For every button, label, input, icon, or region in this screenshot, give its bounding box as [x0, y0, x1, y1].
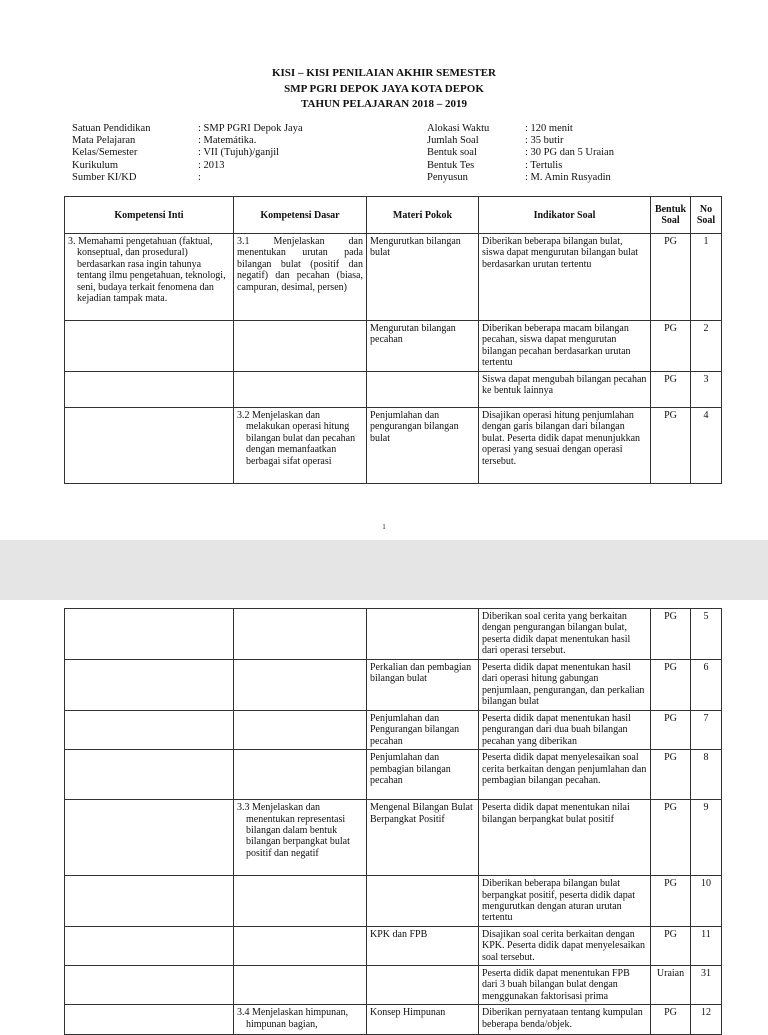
cell-ki: 3. Memahami pengetahuan (faktual, konseptual, dan prosedural) berdasarkan rasa ingin tahunya tentang ilmu pengetahuan, teknologi, seni, budaya terkait fenomena dan kejadian tampak mata. — [65, 234, 234, 321]
meta-key: Alokasi Waktu — [427, 123, 490, 134]
meta-row — [427, 147, 614, 159]
cell-kd: 3.4 Menjelaskan himpunan, himpunan bagian, — [234, 1005, 367, 1035]
cell-kd — [234, 926, 367, 965]
meta-value: : — [198, 171, 201, 183]
cell-bentuk: PG — [651, 750, 691, 800]
table-row — [65, 1005, 722, 1035]
table-row — [65, 926, 722, 965]
cell-indikator: Disajikan soal cerita berkaitan dengan KPK. Peserta didik dapat menyelesaikan soal tersebut. — [479, 926, 651, 965]
table-row — [65, 660, 722, 711]
meta-row — [72, 147, 303, 159]
meta-value: : 35 butir — [525, 135, 564, 147]
meta-value: : SMP PGRI Depok Jaya — [198, 123, 303, 134]
cell-ki — [65, 876, 234, 927]
table-row — [65, 800, 722, 876]
cell-indikator: Peserta didik dapat menentukan hasil pengurangan dari dua buah bilangan pecahan yang diberikan — [479, 711, 651, 750]
header-kompetensi-inti: Kompetensi Inti — [65, 197, 234, 234]
header-no-soal: No Soal — [691, 197, 722, 234]
document-title — [0, 66, 768, 113]
table-header-row — [65, 197, 722, 234]
cell-kd — [234, 372, 367, 408]
cell-materi: Perkalian dan pembagian bilangan bulat — [367, 660, 479, 711]
table-row — [65, 372, 722, 408]
meta-key: Kelas/Semester — [72, 147, 138, 159]
meta-value: : M. Amin Rusyadin — [525, 171, 611, 183]
cell-kd: 3.2 Menjelaskan dan melakukan operasi hitung bilangan bulat dan pecahan dengan memanfaatkan berbagai sifat operasi — [234, 408, 367, 484]
meta-row — [427, 172, 614, 184]
cell-no: 4 — [691, 408, 722, 484]
cell-indikator: Peserta didik dapat menyelesaikan soal cerita berkaitan dengan penjumlahan dan pembagian bilangan pecahan. — [479, 750, 651, 800]
cell-no: 11 — [691, 926, 722, 965]
cell-materi: Mengurutkan bilangan bulat — [367, 234, 479, 321]
meta-row — [427, 123, 614, 135]
cell-indikator: Disajikan operasi hitung penjumlahan dengan garis bilangan dari bilangan bulat. Peserta didik dapat menunjukkan operasi yang sesuai dengan operasi tersebut. — [479, 408, 651, 484]
meta-row — [72, 160, 303, 172]
cell-no: 12 — [691, 1005, 722, 1035]
table-row — [65, 750, 722, 800]
cell-ki — [65, 966, 234, 1005]
cell-kd — [234, 966, 367, 1005]
cell-no: 5 — [691, 609, 722, 660]
cell-indikator: Peserta didik dapat menentukan nilai bilangan berpangkat bulat positif — [479, 800, 651, 876]
table-row — [65, 321, 722, 372]
meta-row — [72, 172, 303, 184]
header-indikator-soal: Indikator Soal — [479, 197, 651, 234]
cell-kd — [234, 750, 367, 800]
cell-bentuk: PG — [651, 408, 691, 484]
cell-indikator: Diberikan beberapa macam bilangan pecahan, siswa dapat mengurutan bilangan pecahan berdasarkan urutan tertentu — [479, 321, 651, 372]
cell-bentuk: PG — [651, 800, 691, 876]
kisi-table-page-1 — [64, 196, 722, 484]
cell-indikator: Diberikan pernyataan tentang kumpulan beberapa benda/objek. — [479, 1005, 651, 1035]
cell-materi: Penjumlahan dan pengurangan bilangan bulat — [367, 408, 479, 484]
table-row — [65, 711, 722, 750]
header-kompetensi-dasar: Kompetensi Dasar — [234, 197, 367, 234]
cell-ki — [65, 609, 234, 660]
cell-kd — [234, 609, 367, 660]
cell-no: 7 — [691, 711, 722, 750]
meta-value: : Matemátika. — [198, 135, 257, 147]
cell-no: 6 — [691, 660, 722, 711]
cell-materi: KPK dan FPB — [367, 926, 479, 965]
meta-right-block — [427, 123, 614, 184]
cell-bentuk: PG — [651, 321, 691, 372]
cell-bentuk: PG — [651, 234, 691, 321]
meta-value: : 2013 — [198, 159, 225, 171]
meta-value: : Tertulis — [525, 159, 563, 171]
cell-kd — [234, 711, 367, 750]
table-row — [65, 408, 722, 484]
cell-kd — [234, 876, 367, 927]
cell-materi: Konsep Himpunan — [367, 1005, 479, 1035]
cell-ki — [65, 372, 234, 408]
cell-bentuk: PG — [651, 926, 691, 965]
cell-materi: Penjumlahan dan Pengurangan bilangan pecahan — [367, 711, 479, 750]
meta-row — [72, 123, 303, 135]
cell-bentuk: PG — [651, 1005, 691, 1035]
page-gap — [0, 540, 768, 600]
cell-materi: Mengenal Bilangan Bulat Berpangkat Positif — [367, 800, 479, 876]
cell-indikator: Diberikan beberapa bilangan bulat berpangkat positif, peserta didik dapat mengurutkan dengan aturan urutan tertentu — [479, 876, 651, 927]
cell-no: 3 — [691, 372, 722, 408]
cell-materi: Penjumlahan dan pembagian bilangan pecahan — [367, 750, 479, 800]
cell-bentuk: PG — [651, 876, 691, 927]
cell-kd — [234, 321, 367, 372]
cell-ki — [65, 660, 234, 711]
table-row — [65, 966, 722, 1005]
header-materi-pokok: Materi Pokok — [367, 197, 479, 234]
cell-no: 8 — [691, 750, 722, 800]
meta-key: Bentuk soal — [427, 147, 477, 159]
meta-left-block — [72, 123, 303, 184]
meta-value: : VII (Tujuh)/ganjil — [198, 147, 280, 159]
cell-materi — [367, 966, 479, 1005]
meta-key: Bentuk Tes — [427, 159, 475, 171]
kisi-table-page-2 — [64, 608, 722, 1035]
table-row — [65, 609, 722, 660]
cell-kd: 3.3 Menjelaskan dan menentukan representasi bilangan dalam bentuk bilangan berpangkat bulat positif dan negatif — [234, 800, 367, 876]
meta-key: Penyusun — [427, 171, 468, 183]
meta-row — [427, 160, 614, 172]
cell-ki — [65, 408, 234, 484]
cell-indikator: Peserta didik dapat menentukan FPB dari 3 buah bilangan bulat dengan menggunakan faktorisasi prima — [479, 966, 651, 1005]
cell-ki — [65, 926, 234, 965]
page-number: 1 — [382, 523, 386, 531]
title-line-3: TAHUN PELAJARAN 2018 – 2019 — [300, 98, 468, 110]
meta-key: Kurikulum — [72, 159, 119, 171]
cell-no: 31 — [691, 966, 722, 1005]
cell-bentuk: PG — [651, 660, 691, 711]
meta-key: Jumlah Soal — [427, 135, 479, 147]
cell-indikator: Diberikan beberapa bilangan bulat, siswa dapat mengurutan bilangan bulat berdasarkan urutan tertentu — [479, 234, 651, 321]
cell-materi — [367, 876, 479, 927]
cell-indikator: Peserta didik dapat menentukan hasil dari operasi hitung gabungan penjumlaan, pengurangan, dan perkalian bilangan bulat — [479, 660, 651, 711]
cell-bentuk: PG — [651, 372, 691, 408]
cell-bentuk: PG — [651, 609, 691, 660]
cell-indikator: Siswa dapat mengubah bilangan pecahan ke bentuk lainnya — [479, 372, 651, 408]
cell-no: 2 — [691, 321, 722, 372]
cell-bentuk: Uraian — [651, 966, 691, 1005]
cell-no: 10 — [691, 876, 722, 927]
table-row — [65, 876, 722, 927]
cell-kd — [234, 660, 367, 711]
cell-materi: Mengurutan bilangan pecahan — [367, 321, 479, 372]
cell-ki — [65, 321, 234, 372]
cell-indikator: Diberikan soal cerita yang berkaitan dengan pengurangan bilangan bulat, peserta didik dapat menentukan hasil dari operasi tersebut. — [479, 609, 651, 660]
meta-value: : 120 menit — [525, 123, 573, 134]
cell-ki — [65, 1005, 234, 1035]
meta-row — [72, 135, 303, 147]
meta-key: Satuan Pendidikan — [72, 123, 151, 134]
title-line-2: SMP PGRI DEPOK JAYA KOTA DEPOK — [284, 82, 484, 95]
cell-materi — [367, 372, 479, 408]
cell-ki — [65, 750, 234, 800]
document-page-2 — [0, 600, 768, 1030]
cell-bentuk: PG — [651, 711, 691, 750]
cell-kd: 3.1 Menjelaskan dan menentukan urutan pada bilangan bulat (positif dan negatif) dan pecahan (biasa, campuran, desimal, persen) — [234, 234, 367, 321]
cell-no: 9 — [691, 800, 722, 876]
cell-no: 1 — [691, 234, 722, 321]
meta-value: : 30 PG dan 5 Uraian — [525, 147, 614, 159]
cell-ki — [65, 711, 234, 750]
meta-key: Mata Pelajaran — [72, 135, 136, 147]
meta-key: Sumber KI/KD — [72, 171, 137, 183]
title-line-1: KISI – KISI PENILAIAN AKHIR SEMESTER — [271, 67, 497, 79]
cell-ki — [65, 800, 234, 876]
meta-row — [427, 135, 614, 147]
table-row — [65, 234, 722, 321]
cell-materi — [367, 609, 479, 660]
header-bentuk-soal: Bentuk Soal — [651, 197, 691, 234]
